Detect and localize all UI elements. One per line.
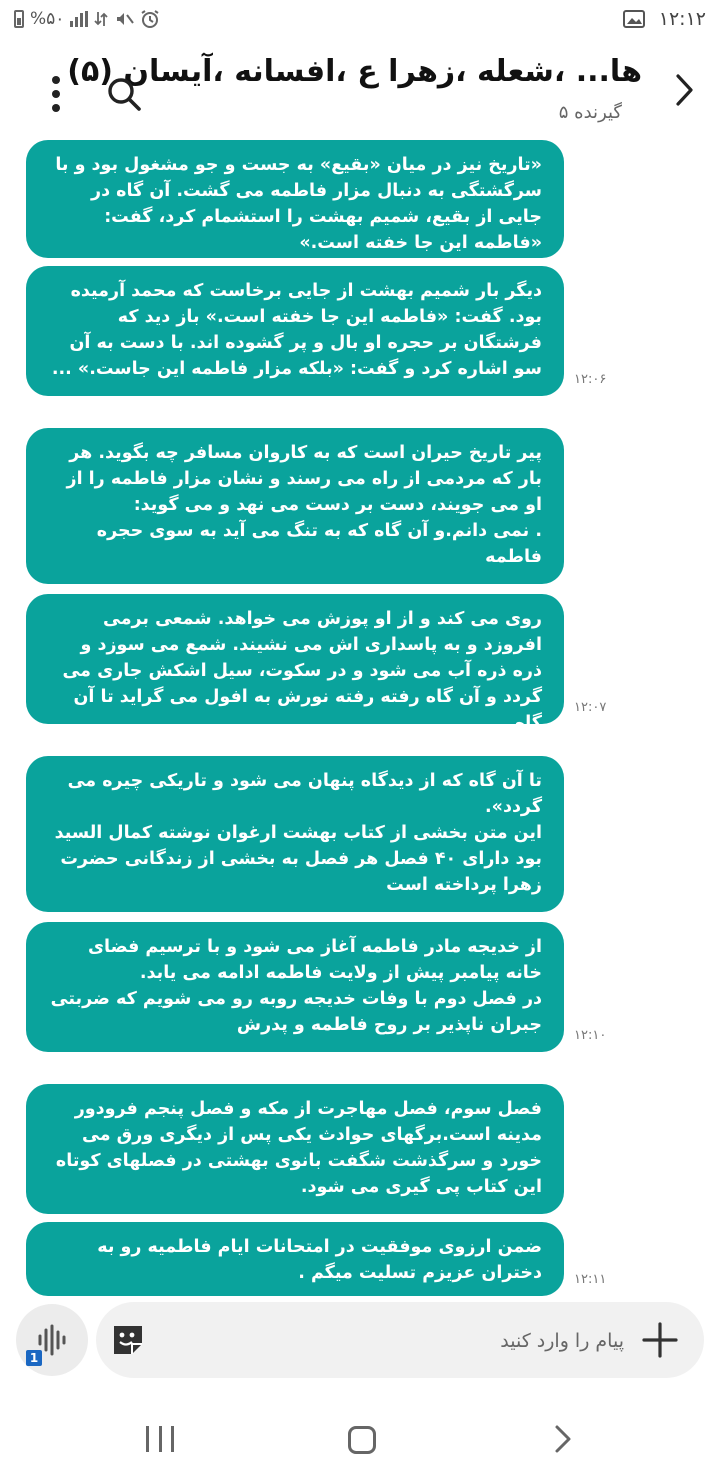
status-icons (14, 9, 160, 29)
back-button[interactable] (552, 1424, 574, 1454)
recent-apps-button[interactable] (146, 1426, 174, 1452)
message-bubble[interactable]: ضمن ارزوی موفقیت در امتحانات ایام فاطمیه رو به دختران عزیزم تسلیت میگم . (26, 1222, 564, 1296)
sticker-icon[interactable] (110, 1322, 146, 1358)
chevron-right-icon[interactable] (670, 72, 698, 108)
navigation-bar (0, 1400, 720, 1480)
message-bubble[interactable]: دیگر بار شمیم بهشت از جایی برخاست که محمد آرمیده بود. گفت: «فاطمه این جا خفته است.» باز دید که فرشتگان بر حجره او بال و پر گشوده اند. با دست به آن سو اشاره کرد و گفت: «بلکه مزار فاطمه این جاست.» ... (26, 266, 564, 396)
message-bubble[interactable]: فصل سوم، فصل مهاجرت از مکه و فصل پنجم فرودور مدینه است.برگهای حوادث یکی پس از دیگری ورق می خورد و سرگذشت شگفت بانوی بهشتی در فصلهای کوتاه این کتاب پی گیری می شود. (26, 1084, 564, 1214)
home-button[interactable] (348, 1426, 376, 1454)
clock: ۱۲:۱۲ (658, 8, 706, 30)
message-bubble[interactable]: روی می کند و از او پوزش می خواهد. شمعی برمی افروزد و به پاسداری اش می نشیند. شمع می سوزد و ذره ذره آب می شود و در سکوت، سیل اشکش جاری می گردد و آن گاه رفته رفته نورش به افول می گراید تا آن گاه (26, 594, 564, 724)
message-composer (16, 1300, 704, 1380)
message-bubble[interactable]: «تاریخ نیز در میان «بقیع» به جست و جو مشغول بود و با سرگشتگی به دنبال مزار فاطمه می گشت. آن گاه در جایی از بقیع، شمیم بهشت را استشمام کرد، گفت: «فاطمه این جا خفته است.» (26, 140, 564, 258)
battery-level: %۵۰ (30, 9, 65, 29)
more-vertical-icon[interactable] (46, 74, 66, 114)
message-bubble[interactable]: از خدیجه مادر فاطمه آغاز می شود و با ترسیم فضای خانه پیامبر پیش از ولایت فاطمه ادامه می یابد. در فصل دوم با وفات خدیجه روبه رو می شویم که ضربتی جبران ناپذیر بر روح فاطمه و پدرش (26, 922, 564, 1052)
recipient-count: گیرنده ۵ (558, 102, 622, 123)
message-time: ۱۲:۰۷ (574, 700, 607, 715)
message-time: ۱۲:۰۶ (574, 372, 607, 387)
alarm-icon (140, 9, 160, 29)
input-container (96, 1302, 704, 1378)
message-input[interactable] (166, 1320, 626, 1362)
message-time: ۱۲:۱۰ (574, 1028, 607, 1043)
message-bubble[interactable]: تا آن گاه که از دیدگاه پنهان می شود و تاریکی چیره می گردد». این متن بخشی از کتاب بهشت ارغوان نوشته کمال السید بود دارای ۴۰ فصل هر فصل به بخشی از زندگانی حضرت زهرا پرداخته است (26, 756, 564, 912)
mute-icon (114, 9, 134, 29)
message-time: ۱۲:۱۱ (574, 1272, 607, 1287)
search-icon[interactable] (104, 74, 144, 114)
gallery-icon (623, 9, 645, 29)
signal-icon (70, 11, 88, 27)
data-transfer-icon (94, 10, 108, 28)
status-right (623, 8, 706, 30)
battery-icon (14, 10, 24, 28)
chat-header (0, 40, 720, 136)
status-bar (0, 0, 720, 40)
conversation-title[interactable]: ها... ،شعله ،زهرا ع ،افسانه ،آیسان (۵) (67, 54, 642, 89)
plus-icon[interactable] (640, 1320, 680, 1360)
message-list[interactable] (0, 136, 720, 1296)
voice-badge: 1 (26, 1350, 42, 1366)
message-bubble[interactable]: پیر تاریخ حیران است که به کاروان مسافر چه بگوید. هر بار که مردمی از راه می رسند و نشان مزار فاطمه را از او می جویند، دست بر دست می نهد و می گوید: . نمی دانم.و آن گاه که به تنگ می آید به سوی حجره فاطمه (26, 428, 564, 584)
